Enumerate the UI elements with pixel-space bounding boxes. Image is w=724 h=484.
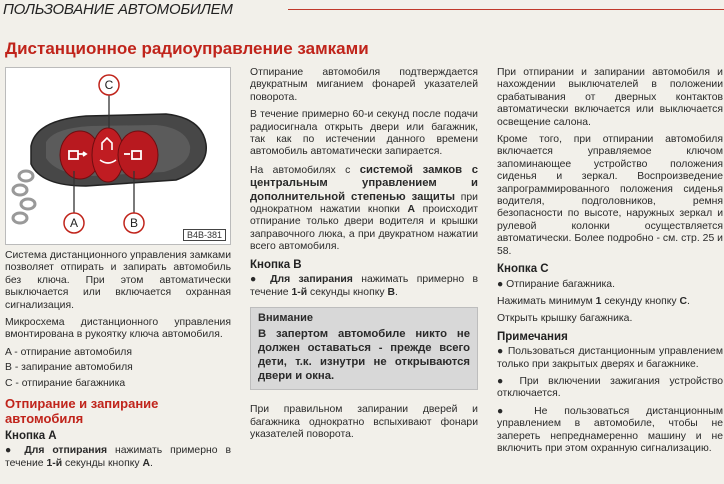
subheading-lock-unlock: Отпирание и запирание автомобиля	[5, 396, 159, 427]
note-item: ● При включении зажигания устройство отключается.	[497, 375, 723, 400]
remote-key-illustration	[6, 68, 230, 244]
auto-relock-paragraph: В течение примерно 60-и секунд после подачи радиосигнала открыть двери или багажник, так как по истечении данного времени автомобиль автоматически запирается.	[250, 109, 478, 158]
legend-item-c: C - отпирание багажника	[5, 377, 126, 389]
page-header	[0, 0, 724, 20]
interior-light-paragraph: При отпирании и запирании автомобиля и нахождении выключателей в положении срабатывания от дверных контактов автоматически включается или выключается освещение салона.	[497, 67, 723, 128]
callout-c: C	[104, 78, 114, 92]
chip-paragraph: Микросхема дистанционного управления вмонтирована в рукоятку ключа автомобиля.	[5, 317, 231, 341]
warning-box	[250, 307, 478, 390]
column-2	[250, 67, 478, 447]
central-locking-paragraph: На автомобилях с системой замков с центральным управлением и дополнительной степенью защиты при однократном нажатии кнопки A происходит отпирание только двери водителя и крышки заправочного люка, а при двукратном нажатии всего автомобиля.	[250, 163, 479, 253]
key-figure	[5, 67, 231, 245]
note-item: ● Не пользоваться дистанционным управлением в автомобиле, чтобы не запереть непреднамеренно машину и не включить при этом охранную сигнализацию.	[497, 405, 723, 454]
intro-paragraph: Система дистанционного управления замками позволяет отпирать и запирать автомобиль без ключа. При этом автоматически выключается или включается охранная сигнализация.	[5, 250, 231, 311]
lock-instruction: ● Для запирания нажимать примерно в течение 1-й секунды кнопку B.	[250, 274, 479, 298]
warning-text: В запертом автомобиле никто не должен оставаться - прежде всего дети, т.к. изнутри не открываются двери и окна.	[258, 328, 470, 383]
callout-a: A	[69, 216, 79, 230]
note-item: ● Пользоваться дистанционным управлением только при закрытых дверях и багажнике.	[497, 346, 723, 370]
button-legend	[5, 347, 231, 390]
header-rule	[288, 9, 724, 10]
column-3	[497, 67, 723, 460]
callout-b: B	[129, 216, 139, 230]
legend-item-a: A - отпирание автомобиля	[5, 346, 132, 358]
notes-heading: Примечания	[497, 330, 568, 343]
page-title: Дистанционное радиоуправление замками	[5, 39, 369, 58]
trunk-bullet: ● Отпирание багажника.	[497, 278, 615, 290]
column-1	[5, 250, 231, 475]
heading-button-c: Кнопка C	[497, 263, 549, 276]
memory-paragraph: Кроме того, при отпирании автомобиля включается управляемое ключом запоминающее устройство положения сиденья и зеркал. Воспроизведение запрограммированного положения сиденья водителя, подголовников, ремня безопасности по высоте, наружных зеркал и рулевой колонки осуществляется автоматически. Более подробно - см. стр. 25 и 58.	[497, 134, 723, 257]
heading-button-b: Кнопка B	[250, 258, 302, 271]
section-title: ПОЛЬЗОВАНИЕ АВТОМОБИЛЕМ	[3, 1, 233, 18]
trunk-press-instruction: Нажимать минимум 1 секунду кнопку C.	[497, 295, 690, 307]
figure-id: B4B-381	[183, 229, 226, 241]
unlock-confirm-paragraph: Отпирание автомобиля подтверждается двукратным миганием фонарей указателей поворота.	[250, 67, 478, 103]
trunk-open-text: Открыть крышку багажника.	[497, 313, 633, 325]
legend-item-b: B - запирание автомобиля	[5, 362, 133, 374]
key-ring-icon	[13, 171, 35, 223]
unlock-instruction: ● Для отпирания нажимать примерно в течение 1-й секунды кнопку A.	[5, 445, 231, 469]
lock-confirm-paragraph: При правильном запирании дверей и багажника однократно вспыхивают фонари указателей поворота.	[250, 404, 478, 441]
heading-button-a: Кнопка A	[5, 430, 57, 443]
warning-title: Внимание	[258, 311, 313, 324]
